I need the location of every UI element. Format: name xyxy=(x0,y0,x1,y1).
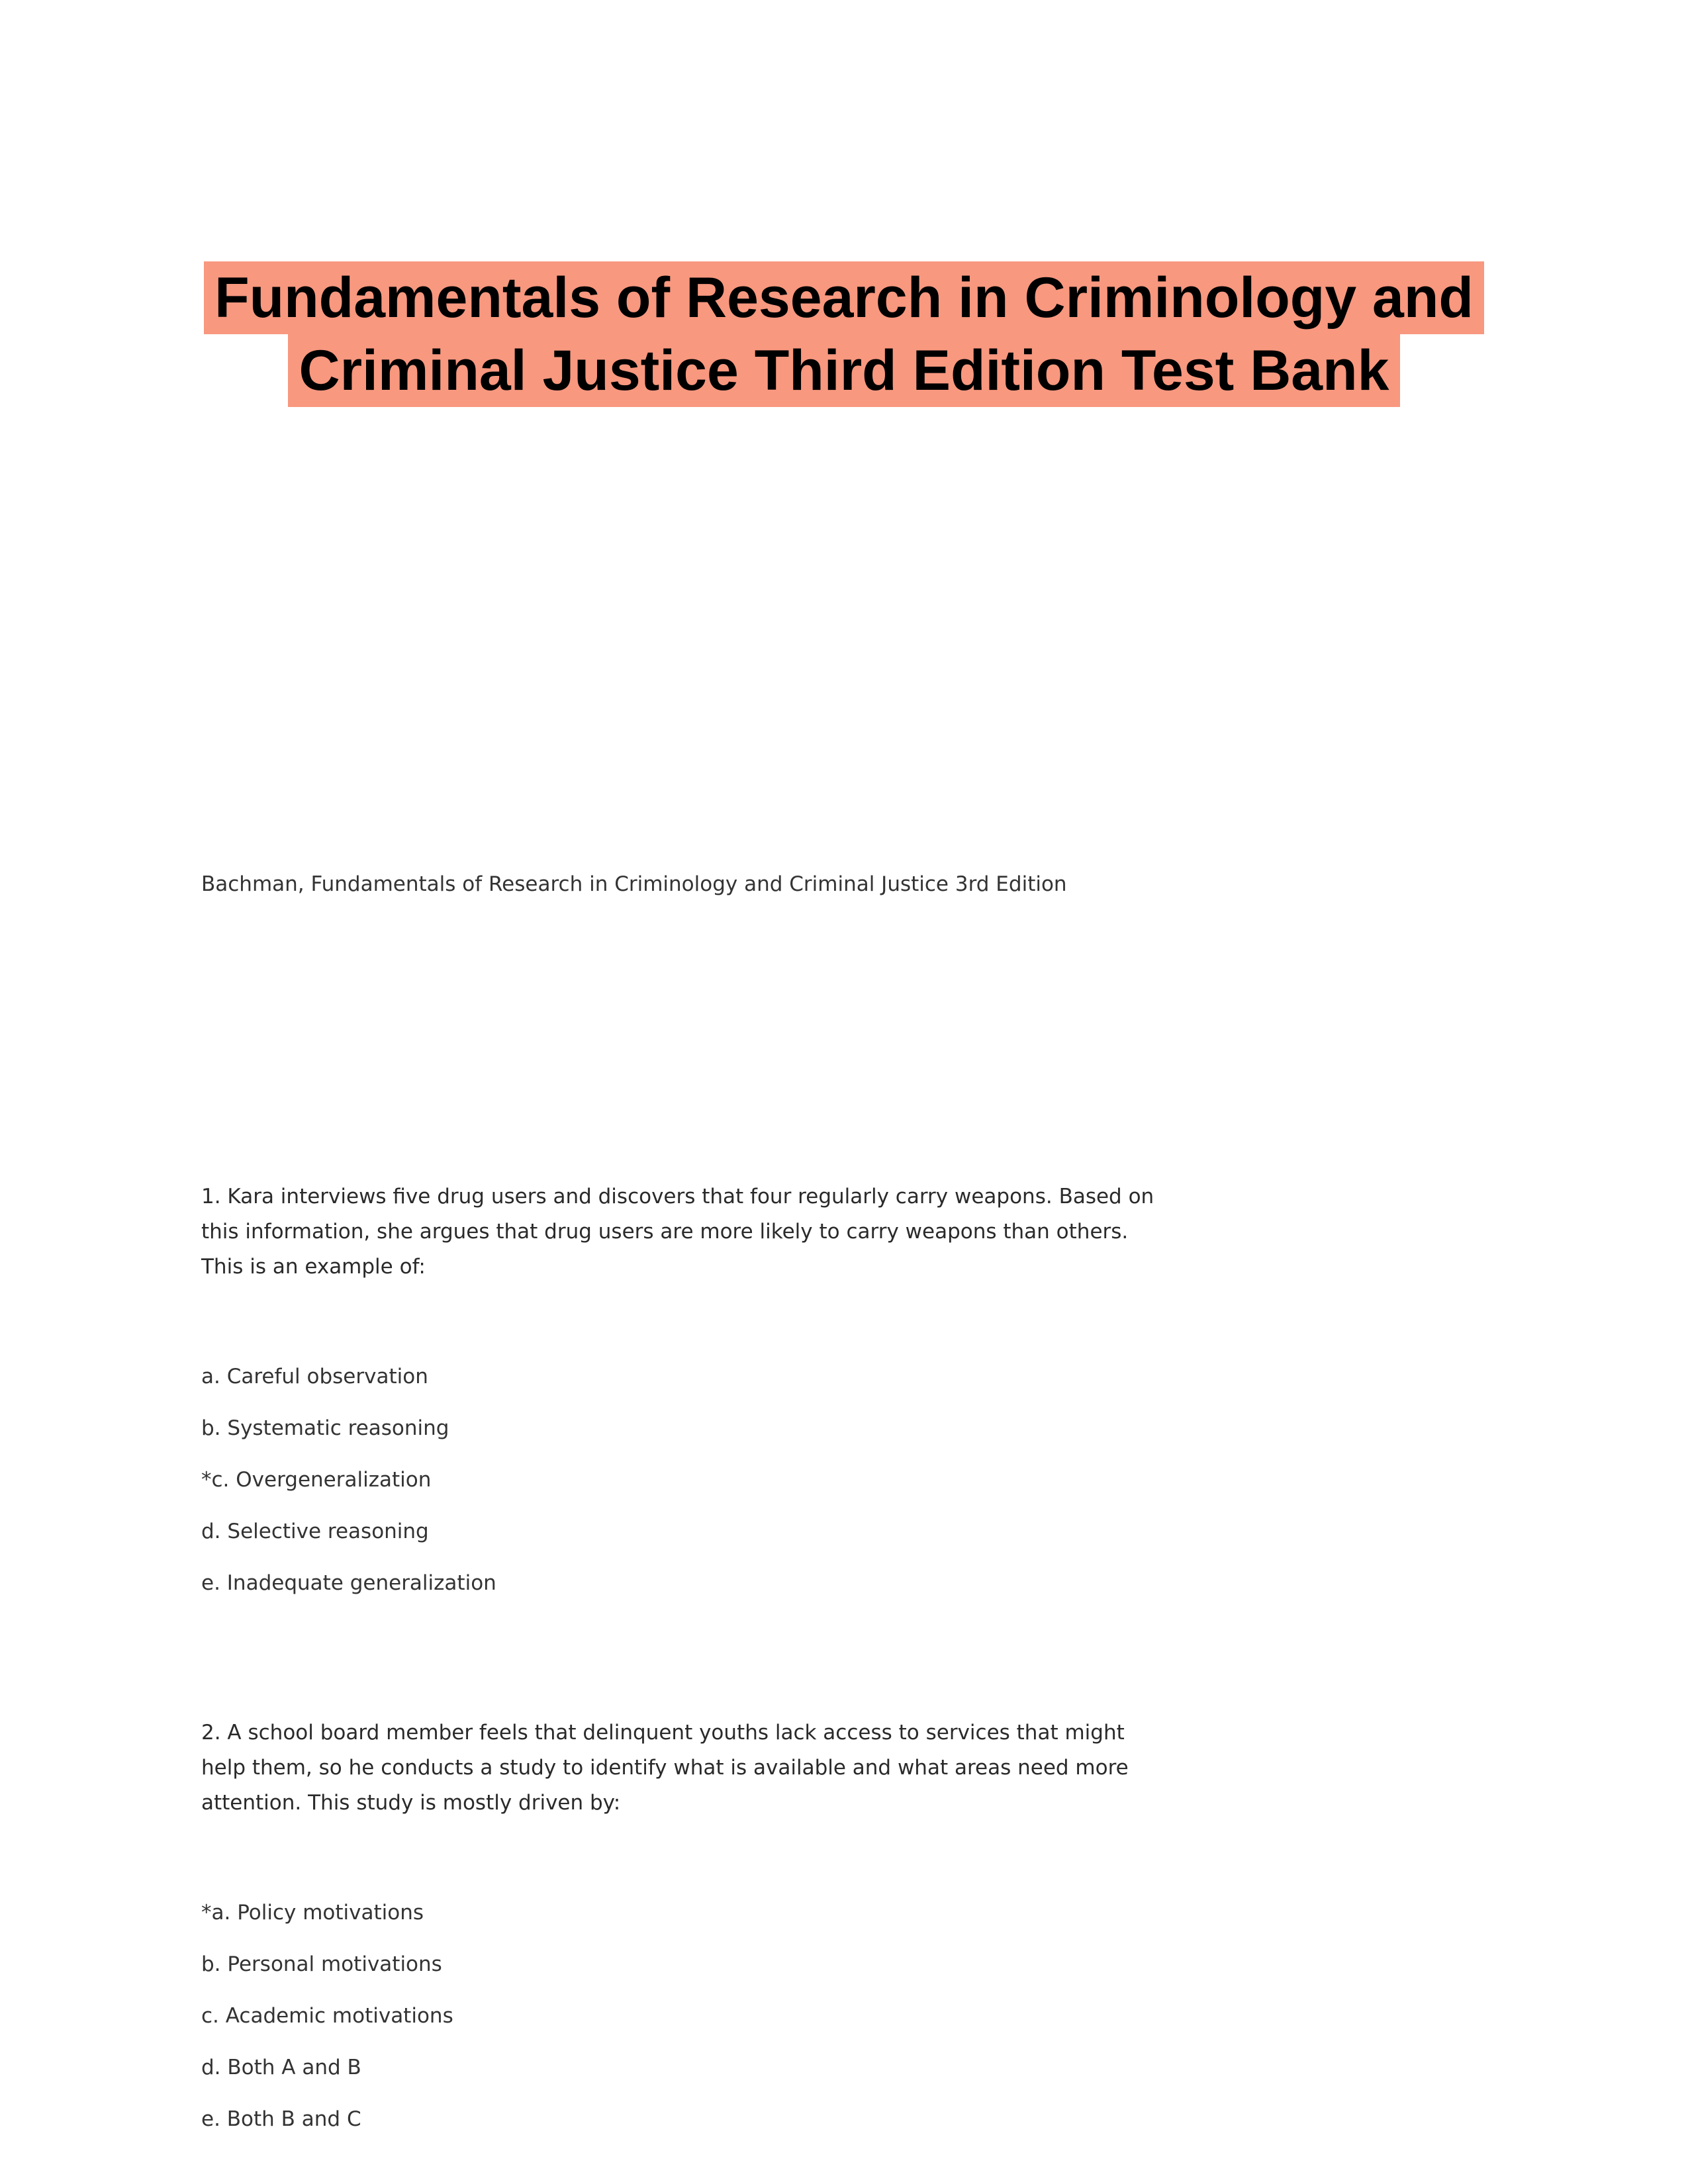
option-c: c. Academic motivations xyxy=(201,2004,453,2028)
document-title xyxy=(0,261,1688,407)
option-b: b. Personal motivations xyxy=(201,1952,442,1976)
question-stem: 2. A school board member feels that delinquent youths lack access to services that might help them, so he conducts a study to identify what is available and what areas need more attention. This study is mostly driven by: xyxy=(201,1721,1129,1815)
option-a: *a. Policy motivations xyxy=(201,1901,424,1925)
book-citation: Bachman, Fundamentals of Research in Criminology and Criminal Justice 3rd Edition xyxy=(201,872,1067,896)
option-a: a. Careful observation xyxy=(201,1365,428,1388)
option-d: d. Both A and B xyxy=(201,2056,361,2079)
title-line-1: Fundamentals of Research in Criminology and xyxy=(204,261,1484,334)
option-b: b. Systematic reasoning xyxy=(201,1416,449,1440)
answer-options xyxy=(201,1351,1161,1609)
question-1 xyxy=(201,1179,1161,1609)
question-stem: 1. Kara interviews five drug users and discovers that four regularly carry weapons. Based on this information, she argues that drug users are more likely to carry weapons than others. This is an example of: xyxy=(201,1185,1154,1279)
option-e: e. Both B and C xyxy=(201,2107,361,2131)
answer-options xyxy=(201,1887,1161,2145)
option-d: d. Selective reasoning xyxy=(201,1520,429,1543)
option-c: *c. Overgeneralization xyxy=(201,1468,432,1492)
option-e: e. Inadequate generalization xyxy=(201,1571,496,1595)
title-line-2: Criminal Justice Third Edition Test Bank xyxy=(288,334,1399,407)
question-2 xyxy=(201,1715,1161,2145)
